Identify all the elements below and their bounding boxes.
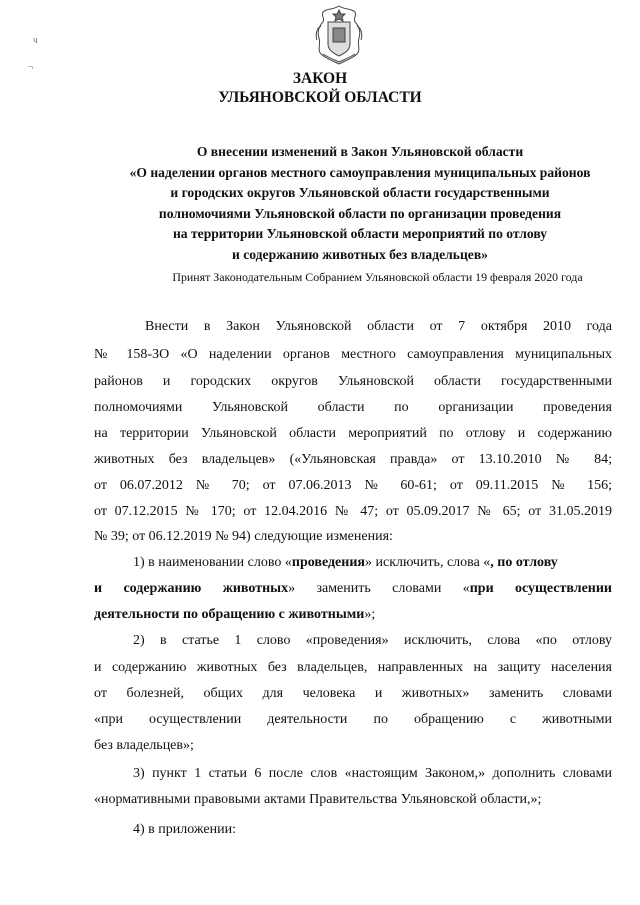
subtitle-line: «О наделении органов местного самоуправления муниципальных районов xyxy=(129,164,591,180)
amendment-4-line: 4) в приложении: xyxy=(133,822,236,837)
amendment-1-line: и содержанию животных» заменить словами «при осуществлении xyxy=(94,581,612,596)
amendment-1-line: 1) в наименовании слово «проведения» исключить, слова «, по отлову xyxy=(133,555,558,570)
subtitle-line: на территории Ульяновской области мероприятий по отлову xyxy=(172,226,548,242)
subtitle-line: О внесении изменений в Закон Ульяновской области xyxy=(196,144,524,159)
amendment-3-line: 3) пункт 1 статьи 6 после слов «настоящим Законом,» дополнить словами xyxy=(133,766,612,781)
stray-mark: ч xyxy=(33,35,38,45)
body-line: № 39; от 06.12.2019 № 94) следующие изменения: xyxy=(94,529,393,544)
amendment-2-line: «при осуществлении деятельности по обращению с животными xyxy=(94,712,612,727)
subtitle-line: и городских округов Ульяновской области государственными xyxy=(170,185,550,201)
law-region: УЛЬЯНОВСКОЙ ОБЛАСТИ xyxy=(218,89,422,106)
amendment-2-line: 2) в статье 1 слово «проведения» исключить, слова «по отлову xyxy=(133,633,612,648)
coat-of-arms-emblem xyxy=(311,4,367,66)
amendment-2-line: без владельцев»; xyxy=(94,738,194,753)
amendment-3-line: «нормативными правовыми актами Правительства Ульяновской области,»; xyxy=(94,792,542,807)
body-line: Внести в Закон Ульяновской области от 7 октября 2010 года xyxy=(145,319,612,334)
stray-mark: ¬ xyxy=(28,62,34,72)
body-line: на территории Ульяновской области мероприятий по отлову и содержанию xyxy=(94,426,612,441)
body-line: полномочиями Ульяновской области по организации проведения xyxy=(94,400,612,415)
law-subtitle xyxy=(80,142,640,266)
subtitle-line: полномочиями Ульяновской области по организации проведения xyxy=(158,205,562,221)
amendment-2-line: и содержанию животных без владельцев, направленных на защиту населения xyxy=(94,660,612,675)
body-line: от 07.12.2015 № 170; от 12.04.2016 № 47; от 05.09.2017 № 65; от 31.05.2019 xyxy=(94,504,612,519)
body-line: животных без владельцев» («Ульяновская правда» от 13.10.2010 № 84; xyxy=(94,452,612,467)
body-line: № 158-ЗО «О наделении органов местного самоуправления муниципальных xyxy=(94,347,612,362)
subtitle-line: и содержанию животных без владельцев» xyxy=(232,246,488,262)
body-line: от 06.07.2012 № 70; от 07.06.2013 № 60-61; от 09.11.2015 № 156; xyxy=(94,478,612,493)
amendment-1-line: деятельности по обращению с животными»; xyxy=(94,607,376,622)
body-line: районов и городских округов Ульяновской области государственными xyxy=(94,374,612,389)
adoption-note: Принят Законодательным Собранием Ульяновской области 19 февраля 2020 года xyxy=(172,270,583,284)
amendment-2-line: от болезней, общих для человека и животных» заменить словами xyxy=(94,686,612,701)
law-title: ЗАКОН xyxy=(292,70,348,87)
